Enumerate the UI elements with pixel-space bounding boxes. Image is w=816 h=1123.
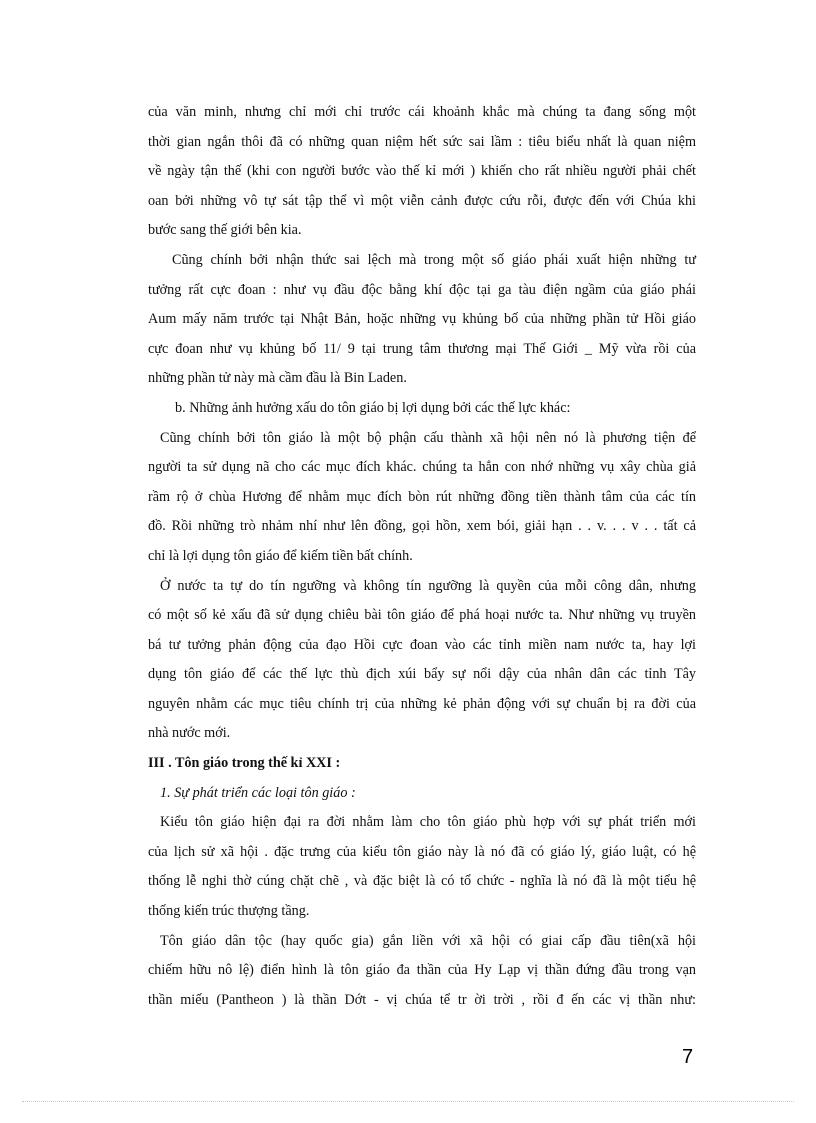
text-line: dụng tôn giáo để các thế lực thù địch xúi bẩy sự nổi dậy của nhân dân các tỉnh Tây [148,666,696,683]
document-body [148,98,696,1015]
text-line: thần miếu (Pantheon ) là thần Dớt - vị chúa tể tr ời trời , rồi đ ến các vị thần như: [148,991,696,1008]
page-number: 7 [682,1046,694,1068]
text-line: có một số kẻ xấu đã sử dụng chiêu bài tôn giáo để phá hoại nước ta. Như những vụ truyền [148,607,696,624]
text-line: nguyên nhằm các mục tiêu chính trị của những kẻ phản động với sự chuẩn bị ra đời của [148,695,696,712]
text-line: Cũng chính bởi nhận thức sai lệch mà trong một số giáo phái xuất hiện những tư [172,251,696,268]
text-line: oan bởi những vô tự sát tập thể vì một viễn cảnh được cứu rỗi, được đến với Chúa khi [148,192,696,209]
text-line: nhà nước mới. [148,725,231,742]
text-line: cực đoan như vụ khủng bố 11/ 9 tại trung tâm thương mại Thế Giới _ Mỹ vừa rồi của [148,340,696,357]
text-line: Ở nước ta tự do tín ngưỡng và không tín ngưỡng là quyền của mỗi công dân, nhưng [160,577,696,594]
text-line: người ta sử dụng nã cho các mục đích khác. chúng ta hẳn con nhớ những vụ xây chùa giả [148,459,696,476]
text-line: chỉ là lợi dụng tôn giáo để kiếm tiền bất chính. [148,547,413,564]
text-line: thống kiến trúc thượng tầng. [148,903,310,920]
subsection-heading: 1. Sự phát triển các loại tôn giáo : [160,784,356,801]
text-line: Aum mấy năm trước tại Nhật Bản, hoặc những vụ khủng bố của những phần tử Hồi giáo [148,311,696,328]
text-line: thống lễ nghi thờ cúng chặt chẽ , và đặc biệt là có tổ chức - nghĩa là nó đã là một tiểu hệ [148,873,696,890]
text-line: thời gian ngắn thôi đã có những quan niệm hết sức sai lầm : tiêu biểu nhất là quan niệm [148,133,696,150]
text-line: chiếm hữu nô lệ) điển hình là tôn giáo đa thần của Hy Lạp vị thần đứng đầu trong vạn [148,962,696,979]
text-line: Kiểu tôn giáo hiện đại ra đời nhằm làm cho tôn giáo phù hợp với sự phát triển mới [160,814,696,831]
text-line: Tôn giáo dân tộc (hay quốc gia) gắn liền với xã hội có giai cấp đầu tiên(xã hội [160,932,696,949]
subsection-heading: b. Những ảnh hưởng xấu do tôn giáo bị lợi dụng bởi các thế lực khác: [175,399,571,416]
text-line: những phần tử này mà cầm đầu là Bin Laden. [148,370,407,387]
text-line: bước sang thế giới bên kia. [148,222,302,239]
text-line: về ngày tận thế (khi con người bước vào thế kỉ mới ) khiến cho rất nhiều người phải chết [148,163,696,180]
section-heading: III . Tôn giáo trong thế kỉ XXI : [148,755,341,772]
text-line: tưởng rất cực đoan : như vụ đầu độc bằng khí độc tại ga tàu điện ngầm của giáo phái [148,281,696,298]
text-line: rầm rộ ở chùa Hương để nhằm mục đích bòn rút những đồng tiền thành tâm của các tín [148,488,696,505]
footer-divider [22,1101,794,1102]
text-line: đồ. Rồi những trò nhảm nhí như lên đồng, gọi hồn, xem bói, giải hạn . . v. . . v . . tất cả [148,518,696,535]
text-line: của lịch sử xã hội . đặc trưng của kiểu tôn giáo này là nó đã có giáo lý, giáo luật, có hệ [148,843,696,860]
text-line: bá tư tưởng phản động của đạo Hồi cực đoan vào các tỉnh miền nam nước ta, hay lợi [148,636,696,653]
text-line: của văn minh, nhưng chỉ mới chỉ trước cái khoảnh khắc mà chúng ta đang sống một [148,104,696,120]
text-line: Cũng chính bởi tôn giáo là một bộ phận cấu thành xã hội nên nó là phương tiện để [160,429,696,446]
